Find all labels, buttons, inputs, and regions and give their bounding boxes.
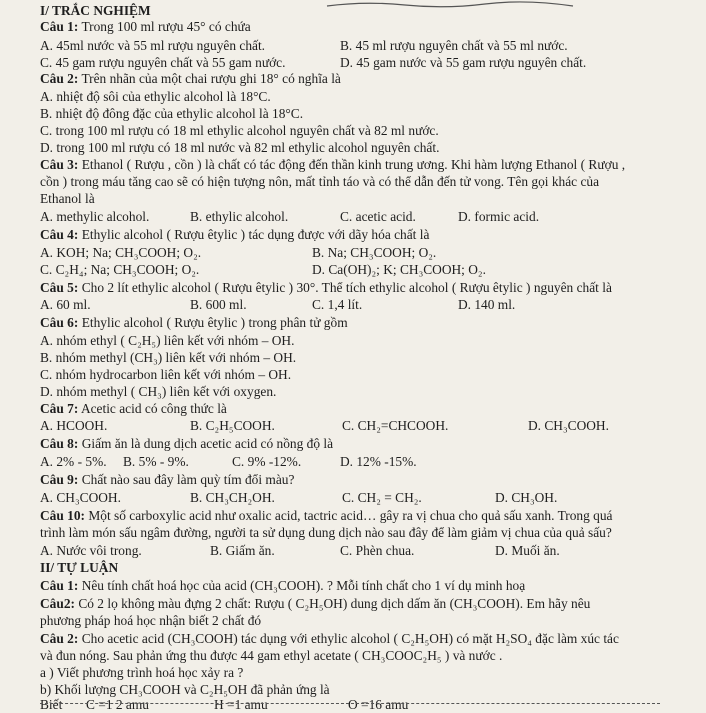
question-2 xyxy=(40,70,341,87)
q4-option-b: B. Na; CH₃COOH; O₂. xyxy=(312,245,437,260)
q3-option-d: D. formic acid. xyxy=(458,209,540,224)
q6-option-a: A. nhóm ethyl ( C₂H₅) liên kết với nhóm – OH. xyxy=(40,333,295,348)
q7-option-c: C. CH₂=CHCOOH. xyxy=(342,418,449,433)
question-text: Có 2 lọ không màu đựng 2 chất: Rượu ( C₂H₅OH) dung dịch dấm ăn (CH₃COOH). Em hãy nêu xyxy=(78,596,591,611)
bottom-dashed-divider xyxy=(40,703,660,704)
question-9 xyxy=(40,471,294,488)
question-text: Ethylic alcohol ( Rượu êtylic ) trong phân tử gồm xyxy=(81,315,348,330)
q9-option-d: D. CH₃OH. xyxy=(495,490,558,505)
q1-option-d: D. 45 gam nước và 55 gam rượu nguyên chất. xyxy=(340,55,587,70)
q5-option-c: C. 1,4 lít. xyxy=(312,297,363,312)
q1-option-c: C. 45 gam rượu nguyên chất và 55 gam nước. xyxy=(40,55,286,70)
question-6 xyxy=(40,314,348,331)
q8-option-a: A. 2% - 5%. xyxy=(40,454,107,469)
question-label: Câu 3: xyxy=(40,157,79,172)
q3-option-c: C. acetic acid. xyxy=(340,209,416,224)
question-label: Câu 1: xyxy=(40,578,79,593)
q9-option-c: C. CH₂ = CH₂. xyxy=(342,490,422,505)
question-text: Acetic acid có công thức là xyxy=(80,401,227,416)
q10-option-d: D. Muối ăn. xyxy=(495,543,560,558)
question-10-line-2: trình làm món sấu ngâm đường, người ta sử dụng dung dịch nào sau đây để làm giảm vị chua của quả sấu? xyxy=(40,525,612,540)
question-text: Ethylic alcohol ( Rượu êtylic ) tác dụng được với dãy hóa chất là xyxy=(81,227,430,242)
question-3 xyxy=(40,156,625,173)
mass-hydrogen: H =1 amu xyxy=(214,697,268,712)
q10-option-c: C. Phèn chua. xyxy=(340,543,415,558)
q6-option-c: C. nhóm hydrocarbon liên kết với nhóm – OH. xyxy=(40,367,292,382)
section-header-multiple-choice: I/ TRẮC NGHIỆM xyxy=(40,3,151,18)
q6-option-b: B. nhóm methyl (CH₃) liên kết với nhóm – OH. xyxy=(40,350,297,365)
essay-question-3-line-2: và đun nóng. Sau phản ứng thu được 44 gam ethyl acetate ( CH₃COOC₂H₅ ) và nước . xyxy=(40,648,503,663)
question-label: Câu 9: xyxy=(40,472,79,487)
q4-option-d: D. Ca(OH)₂; K; CH₃COOH; O₂. xyxy=(312,262,486,277)
q8-option-c: C. 9% -12%. xyxy=(232,454,302,469)
question-text: Một số carboxylic acid như oxalic acid, tactric acid… gây ra vị chua cho quả sấu xanh. Trong quá xyxy=(88,508,613,523)
q2-option-c: C. trong 100 ml rượu có 18 ml ethylic alcohol nguyên chất và 82 ml nước. xyxy=(40,123,439,138)
question-text: Cho acetic acid (CH₃COOH) tác dụng với ethylic alcohol ( C₂H₅OH) có mặt H₂SO₄ đặc làm xúc tác xyxy=(81,631,619,646)
question-5 xyxy=(40,279,612,296)
q5-option-b: B. 600 ml. xyxy=(190,297,247,312)
q3-option-b: B. ethylic alcohol. xyxy=(190,209,289,224)
q7-option-d: D. CH₃COOH. xyxy=(528,418,609,433)
question-text: Trên nhãn của một chai rượu ghi 18° có nghĩa là xyxy=(81,71,341,86)
question-label: Câu 2: xyxy=(40,631,79,646)
q2-option-a: A. nhiệt độ sôi của ethylic alcohol là 18°C. xyxy=(40,89,271,104)
question-1 xyxy=(40,18,251,35)
question-text: Chất nào sau đây làm quỳ tím đổi màu? xyxy=(81,472,295,487)
q6-option-d: D. nhóm methyl ( CH₃) liên kết với oxygen. xyxy=(40,384,277,399)
essay-question-3-part-a: a ) Viết phương trình hoá học xảy ra ? xyxy=(40,665,244,680)
q7-option-a: A. HCOOH. xyxy=(40,418,108,433)
question-label: Câu 6: xyxy=(40,315,79,330)
question-text: Trong 100 ml rượu 45° có chứa xyxy=(81,19,251,34)
q4-option-a: A. KOH; Na; CH₃COOH; O₂. xyxy=(40,245,202,260)
question-text: Ethanol ( Rượu , cồn ) là chất có tác động đến thần kinh trung ương. Khi hàm lượng Ethanol ( Rượu , xyxy=(81,157,626,172)
q10-option-b: B. Giấm ăn. xyxy=(210,543,275,558)
q1-option-b: B. 45 ml rượu nguyên chất và 55 ml nước. xyxy=(340,38,568,53)
question-8 xyxy=(40,435,333,452)
q9-option-a: A. CH₃COOH. xyxy=(40,490,121,505)
q8-option-d: D. 12% -15%. xyxy=(340,454,417,469)
q1-option-a: A. 45ml nước và 55 ml rượu nguyên chất. xyxy=(40,38,266,53)
question-label: Câu 10: xyxy=(40,508,86,523)
question-3-line-2: cồn ) trong máu tăng cao sẽ có hiện tượng nôn, mất tỉnh táo và có thể dẫn đến tử vong. Tên gọi khác của xyxy=(40,174,600,189)
question-label: Câu 4: xyxy=(40,227,79,242)
question-3-line-3: Ethanol là xyxy=(40,191,95,206)
essay-question-2 xyxy=(40,595,590,612)
essay-question-3-part-b: b) Khối lượng CH₃COOH và C₂H₅OH đã phản ứng là xyxy=(40,682,330,697)
question-text: Cho 2 lít ethylic alcohol ( Rượu êtylic ) 30°. Thể tích ethylic alcohol ( Rượu êtylic ) nguyên chất là xyxy=(81,280,612,295)
q5-option-a: A. 60 ml. xyxy=(40,297,91,312)
question-7 xyxy=(40,400,227,417)
q3-option-a: A. methylic alcohol. xyxy=(40,209,150,224)
question-label: Câu 8: xyxy=(40,436,79,451)
q4-option-c: C. C₂H₄; Na; CH₃COOH; O₂. xyxy=(40,262,200,277)
essay-question-1 xyxy=(40,577,525,594)
q10-option-a: A. Nước vôi trong. xyxy=(40,543,142,558)
q5-option-d: D. 140 ml. xyxy=(458,297,516,312)
question-label: Câu 5: xyxy=(40,280,79,295)
q2-option-b: B. nhiệt độ đông đặc của ethylic alcohol là 18°C. xyxy=(40,106,304,121)
question-4 xyxy=(40,226,429,243)
question-label: Câu 1: xyxy=(40,19,79,34)
q7-option-b: B. C₂H₅COOH. xyxy=(190,418,275,433)
mass-carbon: C =1 2 amu xyxy=(86,697,149,712)
question-label: Câu2: xyxy=(40,596,75,611)
question-10 xyxy=(40,507,613,524)
section-header-essay: II/ TỰ LUẬN xyxy=(40,560,119,575)
essay-question-3 xyxy=(40,630,619,647)
question-text: Giấm ăn là dung dịch acetic acid có nồng độ là xyxy=(81,436,334,451)
essay-question-2-line-2: phương pháp hoá học nhận biết 2 chất đó xyxy=(40,613,262,628)
question-text: Nêu tính chất hoá học của acid (CH₃COOH). ? Mỗi tính chất cho 1 ví dụ minh hoạ xyxy=(81,578,526,593)
question-label: Câu 7: xyxy=(40,401,79,416)
q2-option-d: D. trong 100 ml rượu có 18 ml nước và 82 ml ethylic alcohol nguyên chất. xyxy=(40,140,440,155)
q9-option-b: B. CH₃CH₂OH. xyxy=(190,490,275,505)
mass-oxygen: O =16 amu xyxy=(348,697,409,712)
top-scribble xyxy=(325,0,575,10)
question-label: Câu 2: xyxy=(40,71,79,86)
q8-option-b: B. 5% - 9%. xyxy=(123,454,189,469)
given-masses-lead: Biết xyxy=(40,697,63,712)
